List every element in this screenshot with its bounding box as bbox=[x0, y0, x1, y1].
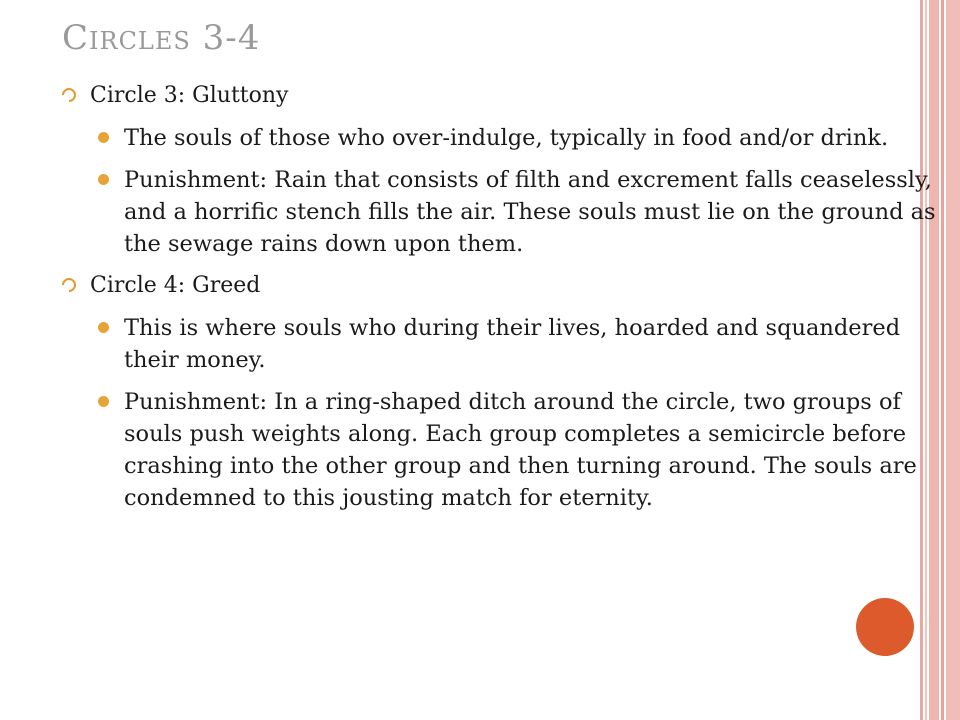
slide-title: Circles 3-4 bbox=[62, 18, 261, 58]
bullet-dot-icon bbox=[98, 322, 109, 333]
bullet-dot-icon bbox=[98, 132, 109, 143]
list-item-text: Punishment: In a ring-shaped ditch around the circle, two groups of souls push weights along. Each group completes a semicircle before crashing into the other group and then turning around. The souls are condemned to this jousting match for eternity. bbox=[124, 389, 917, 511]
list-item bbox=[62, 312, 942, 376]
slide-content bbox=[62, 80, 942, 524]
section-heading-text: Circle 3: Gluttony bbox=[90, 83, 289, 108]
list-item-text: This is where souls who during their lives, hoarded and squandered their money. bbox=[124, 315, 901, 373]
section-heading-text: Circle 4: Greed bbox=[90, 273, 261, 298]
stripe bbox=[946, 0, 960, 720]
list-item bbox=[62, 164, 942, 260]
list-item bbox=[62, 386, 942, 514]
section-bullet-icon bbox=[59, 275, 79, 295]
decorative-circle-icon bbox=[856, 598, 914, 656]
section-heading bbox=[62, 80, 942, 112]
bullet-dot-icon bbox=[98, 174, 109, 185]
section-heading bbox=[62, 270, 942, 302]
bullet-dot-icon bbox=[98, 396, 109, 407]
list-item-text: Punishment: Rain that consists of filth and excrement falls ceaselessly, and a horrific stench fills the air. These souls must lie on the ground as the sewage rains down upon them. bbox=[124, 167, 936, 257]
list-item-text: The souls of those who over-indulge, typically in food and/or drink. bbox=[124, 125, 889, 151]
section-bullet-icon bbox=[59, 85, 79, 105]
list-item bbox=[62, 122, 942, 154]
